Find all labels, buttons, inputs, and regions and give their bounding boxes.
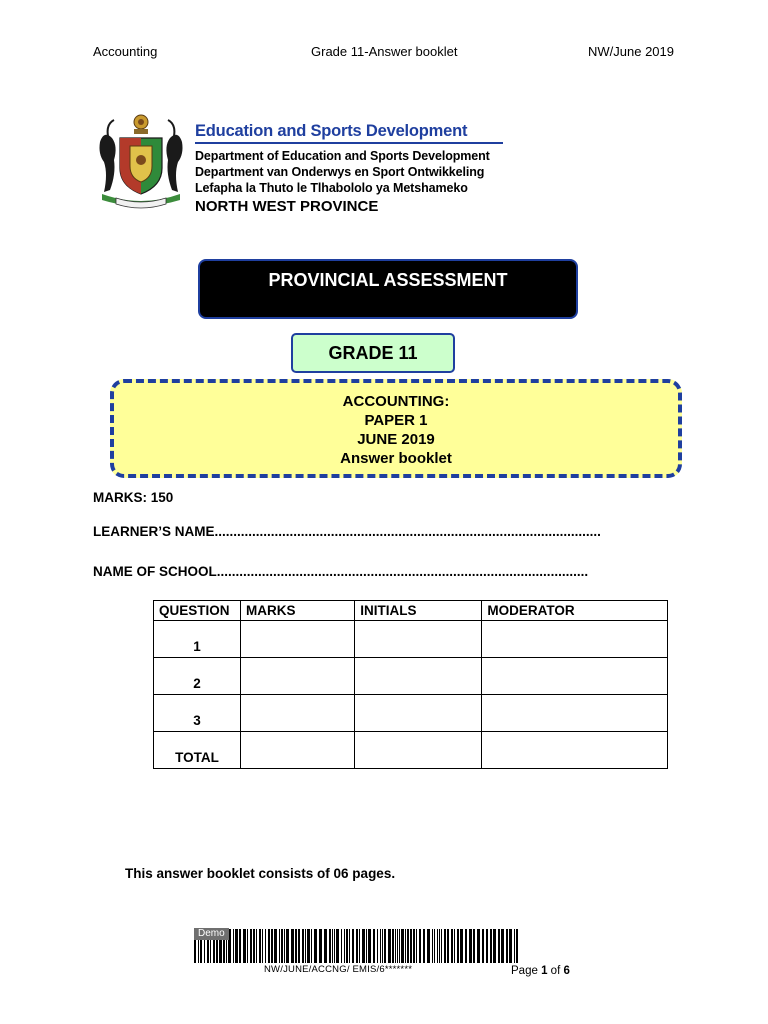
grade-box <box>291 333 455 373</box>
barcode-bar <box>451 929 453 963</box>
barcode-bar <box>247 929 248 963</box>
question-number: 1 <box>154 621 241 658</box>
barcode-bar <box>336 929 339 963</box>
barcode-text: NW/JUNE/ACCNG/ EMIS/6******* <box>264 964 413 975</box>
barcode-bar <box>477 929 480 963</box>
learner-name-field[interactable]: LEARNER’S NAME....................................................................................................... <box>93 524 601 539</box>
barcode-bar <box>501 929 504 963</box>
school-name-field[interactable]: NAME OF SCHOOL................................................................................................... <box>93 564 589 579</box>
barcode-bar <box>439 929 440 963</box>
barcode-bar <box>388 929 391 963</box>
barcode-bar <box>284 929 285 963</box>
barcode-bar <box>334 929 335 963</box>
barcode-bar <box>397 929 398 963</box>
barcode-bar <box>399 929 400 963</box>
barcode-bar <box>419 929 421 963</box>
department-line-afrikaans: Department van Onderwys en Sport Ontwikkeling <box>195 165 485 179</box>
moderator-cell[interactable] <box>482 732 668 769</box>
barcode-bar <box>279 929 280 963</box>
table-row <box>154 658 668 695</box>
barcode-bar <box>341 929 342 963</box>
subject-line-2: PAPER 1 <box>364 412 428 429</box>
barcode-bar <box>434 929 435 963</box>
barcode-bar <box>516 929 518 963</box>
barcode-bar <box>395 929 396 963</box>
marks-cell[interactable] <box>241 621 355 658</box>
barcode-bar <box>366 929 367 963</box>
barcode-bar <box>490 929 492 963</box>
subject-line-1: ACCOUNTING: <box>342 393 450 410</box>
initials-cell[interactable] <box>355 621 482 658</box>
moderator-cell[interactable] <box>482 621 668 658</box>
barcode-bar <box>286 929 289 963</box>
department-line-setswana: Lefapha la Thuto le Tlhabololo ya Metshameko <box>195 181 468 195</box>
moderator-cell[interactable] <box>482 658 668 695</box>
barcode-bar <box>349 929 350 963</box>
barcode-bar <box>259 929 261 963</box>
table-row <box>154 621 668 658</box>
barcode-bar <box>362 929 365 963</box>
barcode-bar <box>332 929 333 963</box>
barcode-bar <box>392 929 394 963</box>
grade-label: GRADE 11 <box>328 343 418 363</box>
page-word: Page <box>511 965 538 977</box>
department-title-rule <box>195 142 503 144</box>
barcode-bar <box>268 929 270 963</box>
barcode-bar <box>235 929 238 963</box>
question-total: TOTAL <box>154 732 241 769</box>
barcode-bar <box>416 929 417 963</box>
barcode-bar <box>407 929 409 963</box>
barcode-bar <box>359 929 360 963</box>
department-title: Education and Sports Development <box>195 122 468 140</box>
barcode-bar <box>377 929 378 963</box>
assessment-title-box <box>198 259 578 319</box>
barcode-bar <box>302 929 304 963</box>
page-number <box>511 965 570 977</box>
table-header-row <box>154 601 668 621</box>
barcode-bar <box>346 929 348 963</box>
barcode-bar <box>506 929 508 963</box>
barcode-bar <box>311 929 312 963</box>
initials-cell[interactable] <box>355 695 482 732</box>
coat-of-arms-logo <box>94 112 188 214</box>
marks-cell[interactable] <box>241 695 355 732</box>
barcode-bar <box>514 929 515 963</box>
question-number: 3 <box>154 695 241 732</box>
barcode-bar <box>469 929 472 963</box>
barcode-bar <box>265 929 266 963</box>
barcode-bar <box>344 929 345 963</box>
barcode-bar <box>329 929 331 963</box>
barcode-bar <box>324 929 327 963</box>
barcode-bar <box>262 929 263 963</box>
barcode-bar <box>319 929 322 963</box>
header-marks: MARKS <box>241 601 355 621</box>
subject-box <box>110 379 682 478</box>
barcode-bar <box>457 929 459 963</box>
barcode-bar <box>250 929 252 963</box>
barcode-bar <box>482 929 484 963</box>
barcode-bar <box>256 929 257 963</box>
header-question: QUESTION <box>154 601 241 621</box>
marks-table <box>153 600 668 769</box>
barcode-bar <box>373 929 375 963</box>
barcode-bar <box>432 929 433 963</box>
total-marks: MARKS: 150 <box>93 490 174 505</box>
table-row <box>154 695 668 732</box>
barcode-bar <box>233 929 234 963</box>
barcode-bar <box>410 929 412 963</box>
barcode-bar <box>454 929 455 963</box>
header-date: NW/June 2019 <box>588 44 674 59</box>
barcode-bar <box>274 929 277 963</box>
barcode-bar <box>498 929 500 963</box>
department-block <box>195 122 503 216</box>
pages-note: This answer booklet consists of 06 pages. <box>125 866 396 881</box>
barcode-bar <box>281 929 283 963</box>
initials-cell[interactable] <box>355 658 482 695</box>
barcode-bar <box>253 929 255 963</box>
barcode-bar <box>405 929 406 963</box>
barcode-bar <box>356 929 358 963</box>
barcode-bar <box>314 929 317 963</box>
subject-line-3: JUNE 2019 <box>357 431 435 448</box>
header-initials: INITIALS <box>355 601 482 621</box>
barcode-bar <box>352 929 354 963</box>
initials-cell[interactable] <box>355 732 482 769</box>
barcode-bar <box>239 929 241 963</box>
barcode-bar <box>307 929 310 963</box>
barcode-bar <box>291 929 294 963</box>
barcode-bar <box>295 929 297 963</box>
marks-cell[interactable] <box>241 732 355 769</box>
barcode-bar <box>465 929 467 963</box>
barcode-bar <box>447 929 449 963</box>
assessment-title: PROVINCIAL ASSESSMENT <box>268 270 508 290</box>
header-moderator: MODERATOR <box>482 601 668 621</box>
barcode-bar <box>427 929 430 963</box>
barcode-bar <box>460 929 463 963</box>
barcode-bar <box>486 929 488 963</box>
marks-cell[interactable] <box>241 658 355 695</box>
header-title: Grade 11-Answer booklet <box>311 44 458 59</box>
barcode-bar <box>380 929 381 963</box>
barcode-bar <box>243 929 246 963</box>
table-row <box>154 732 668 769</box>
barcode-bar <box>423 929 425 963</box>
barcode <box>194 929 520 963</box>
page-of: of <box>550 965 561 977</box>
barcode-bar <box>382 929 383 963</box>
province-name: NORTH WEST PROVINCE <box>195 198 379 215</box>
moderator-cell[interactable] <box>482 695 668 732</box>
barcode-bar <box>305 929 306 963</box>
question-number: 2 <box>154 658 241 695</box>
page-current: 1 <box>541 965 548 977</box>
barcode-bar <box>298 929 300 963</box>
barcode-bar <box>401 929 404 963</box>
barcode-bar <box>441 929 442 963</box>
barcode-bar <box>473 929 475 963</box>
subject-line-4: Answer booklet <box>340 450 452 467</box>
page-total: 6 <box>563 965 570 977</box>
barcode-bar <box>444 929 446 963</box>
barcode-bar <box>271 929 273 963</box>
barcode-bar <box>437 929 438 963</box>
barcode-bar <box>413 929 415 963</box>
barcode-bar <box>384 929 386 963</box>
header-subject: Accounting <box>93 44 158 59</box>
department-line-english: Department of Education and Sports Development <box>195 149 490 163</box>
barcode-bar <box>509 929 512 963</box>
demo-label: Demo <box>194 928 229 940</box>
barcode-bar <box>493 929 496 963</box>
barcode-bar <box>368 929 371 963</box>
